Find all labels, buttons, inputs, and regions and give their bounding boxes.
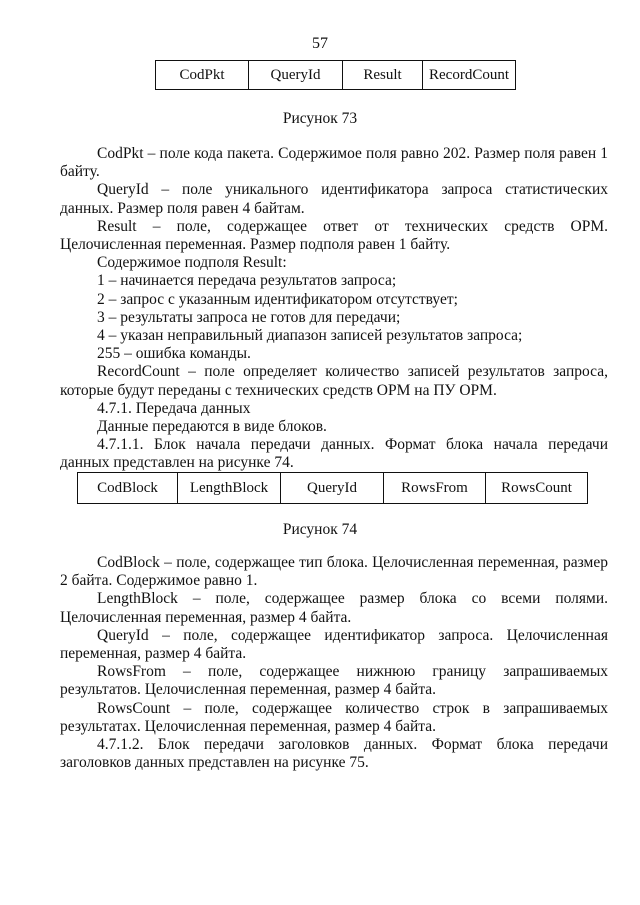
paragraph: RowsFrom – поле, содержащее нижнюю границу запрашиваемых результатов. Целочисленная переменная, размер 4 байта. (60, 663, 608, 699)
field-result: Result (343, 61, 423, 90)
field-rowsfrom: RowsFrom (384, 473, 486, 504)
list-item: 3 – результаты запроса не готов для передачи; (97, 308, 401, 326)
field-codblock: CodBlock (78, 473, 178, 504)
figure-74-table (77, 472, 588, 504)
paragraph: RecordCount – поле определяет количество записей результатов запроса, которые будут переданы с технических средств ОРМ на ПУ ОРМ. (60, 363, 608, 399)
paragraph: Result – поле, содержащее ответ от технических средств ОРМ. Целочисленная переменная. Размер подполя равен 1 байту. (60, 217, 608, 254)
paragraph: QueryId – поле уникального идентификатора запроса статистических данных. Размер поля равен 4 байтам. (60, 181, 608, 217)
paragraph: Содержимое подполя Result: (97, 254, 287, 272)
body-text-1 (60, 145, 608, 473)
list-item: 1 – начинается передача результатов запроса; (97, 272, 397, 290)
paragraph: QueryId – поле, содержащее идентификатор запроса. Целочисленная переменная, размер 4 байта. (60, 626, 608, 663)
field-queryid: QueryId (249, 61, 343, 90)
paragraph: Данные передаются в виде блоков. (97, 418, 327, 436)
body-text-2 (60, 554, 608, 772)
paragraph: RowsCount – поле, содержащее количество строк в запрашиваемых результатах. Целочисленная переменная, размер 4 байта. (60, 699, 608, 735)
figure-73-table (155, 60, 516, 90)
section-heading: 4.7.1. Передача данных (97, 399, 251, 417)
list-item: 255 – ошибка команды. (97, 345, 251, 363)
field-rowscount: RowsCount (486, 473, 588, 504)
list-item: 2 – запрос с указанным идентификатором отсутствует; (97, 290, 458, 308)
paragraph: LengthBlock – поле, содержащее размер блока со всеми полями. Целочисленная переменная, размер 4 байта. (60, 590, 608, 626)
figure-73-caption: Рисунок 73 (282, 110, 358, 127)
paragraph: CodBlock – поле, содержащее тип блока. Целочисленная переменная, размер 2 байта. Содержимое равно 1. (60, 554, 608, 590)
section-heading: 4.7.1.2. Блок передачи заголовков данных. Формат блока передачи заголовков данных представлен на рисунке 75. (60, 736, 608, 772)
list-item: 4 – указан неправильный диапазон записей результатов запроса; (97, 327, 523, 345)
paragraph: CodPkt – поле кода пакета. Содержимое поля равно 202. Размер поля равен 1 байту. (60, 145, 608, 181)
figure-74-caption: Рисунок 74 (282, 521, 358, 538)
page-number: 57 (312, 35, 328, 52)
field-recordcount: RecordCount (423, 61, 516, 90)
section-heading: 4.7.1.1. Блок начала передачи данных. Формат блока начала передачи данных представлен на рисунке 74. (60, 436, 608, 472)
field-lengthblock: LengthBlock (178, 473, 281, 504)
field-codpkt: CodPkt (156, 61, 249, 90)
field-queryid: QueryId (281, 473, 384, 504)
